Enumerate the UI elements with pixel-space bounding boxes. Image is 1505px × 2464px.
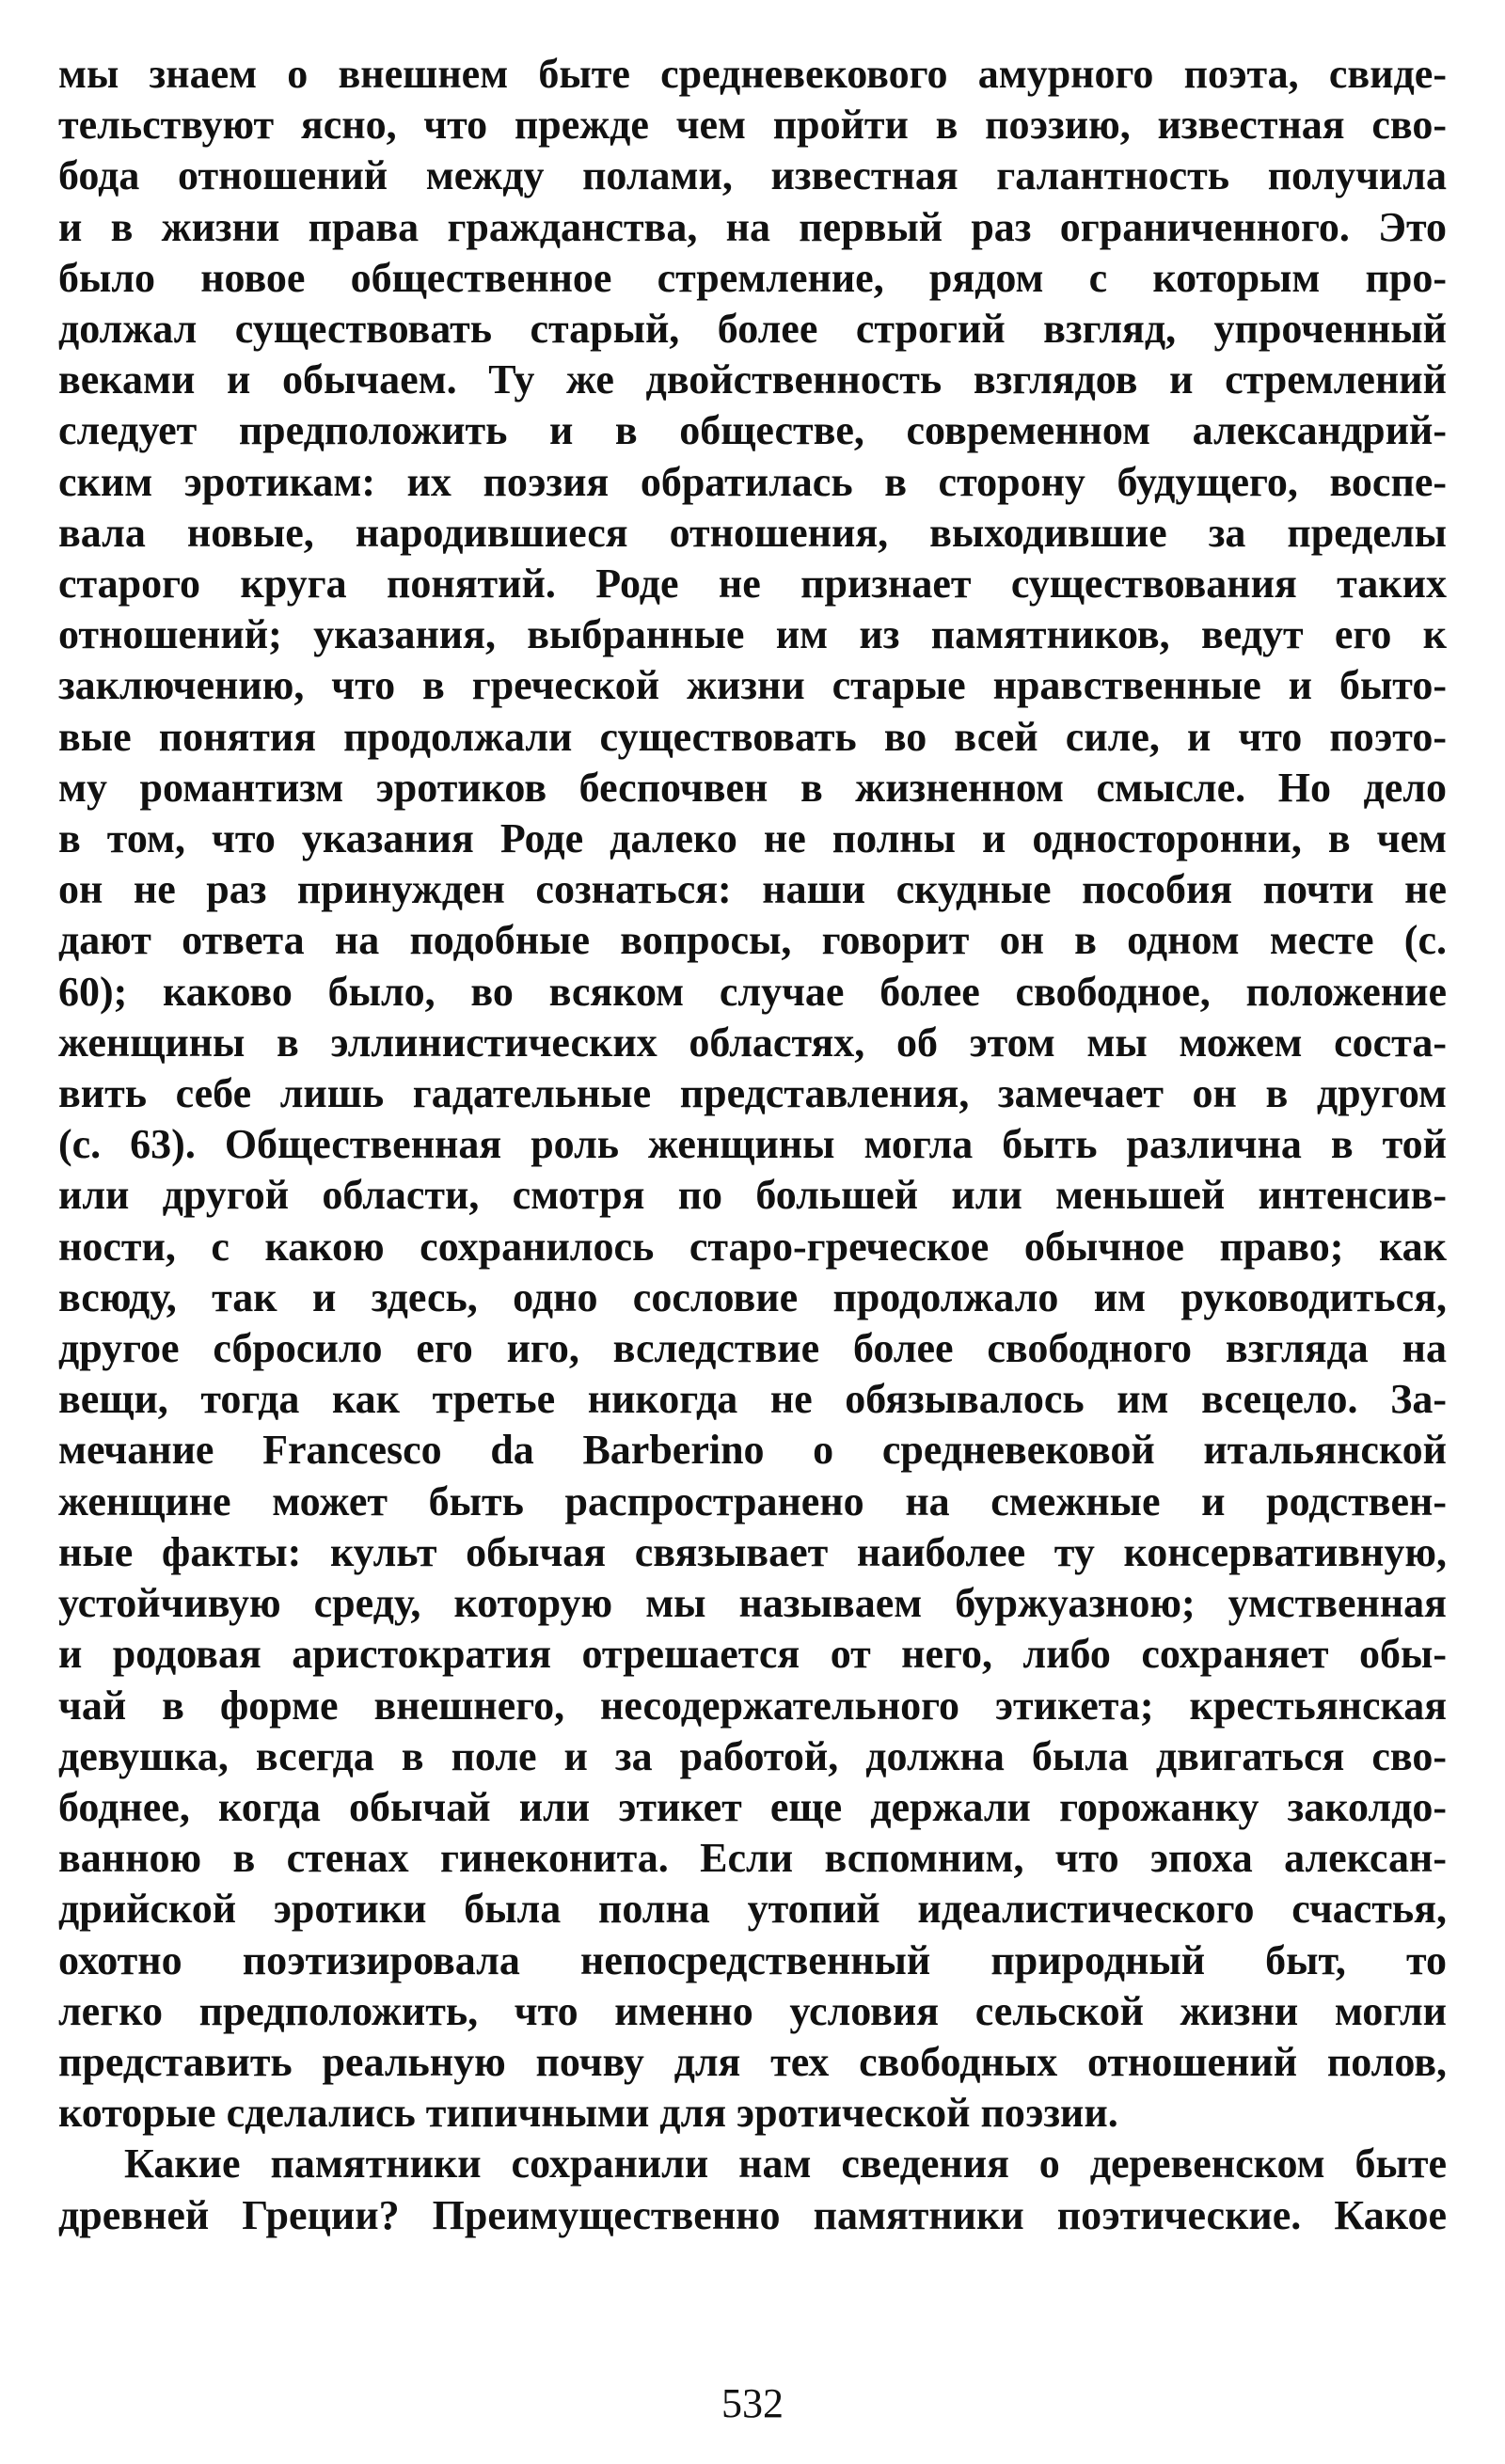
text-line: охотно поэтизировала непосредственный природный быт, то	[58, 1936, 1447, 1983]
text-line: и в жизни права гражданства, на первый раз ограниченного. Это	[58, 203, 1447, 250]
text-line: девушка, всегда в поле и за работой, должна была двигаться сво-	[58, 1732, 1447, 1779]
paragraph	[58, 2139, 1447, 2240]
text-line: Какие памятники сохранили нам сведения о деревенском быте	[124, 2140, 1447, 2188]
text-line: легко предположить, что именно условия сельской жизни могли	[58, 1987, 1447, 2034]
text-line: старого круга понятий. Роде не признает существования таких	[58, 561, 1447, 608]
text-line: мечание Francesco da Barberino о средневековой итальянской	[58, 1427, 1447, 1474]
text-line: другое сбросило его иго, вследствие более свободного взгляда на	[58, 1325, 1447, 1372]
text-line: в том, что указания Роде далеко не полны и односторонни, в чем	[58, 815, 1447, 862]
body-text	[58, 49, 1447, 2241]
page-number: 532	[721, 2380, 784, 2426]
text-line: боднее, когда обычай или этикет еще держали горожанку заколдо-	[58, 1783, 1447, 1830]
text-line: древней Греции? Преимущественно памятники поэтические. Какое	[58, 2191, 1447, 2238]
text-line: вала новые, народившиеся отношения, выходившие за пределы	[58, 509, 1447, 556]
text-line: вить себе лишь гадательные представления, замечает он в другом	[58, 1070, 1447, 1117]
text-line: заключению, что в греческой жизни старые нравственные и быто-	[58, 662, 1447, 709]
text-line: ные факты: культ обычая связывает наиболее ту консервативную,	[58, 1528, 1447, 1575]
text-line: вые понятия продолжали существовать во всей силе, и что поэто-	[58, 713, 1447, 760]
text-line: должал существовать старый, более строгий взгляд, упроченный	[58, 306, 1447, 353]
text-line: веками и обычаем. Ту же двойственность взглядов и стремлений	[58, 356, 1447, 403]
text-line: следует предположить и в обществе, современном александрий-	[58, 407, 1447, 454]
paragraph	[58, 49, 1447, 2139]
text-line: чай в форме внешнего, несодержательного этикета; крестьянская	[58, 1682, 1447, 1729]
text-line: которые сделались типичными для эротической поэзии.	[58, 2090, 1118, 2137]
text-line: бода отношений между полами, известная галантность получила	[58, 152, 1447, 199]
text-line: дают ответа на подобные вопросы, говорит он в одном месте (с.	[58, 917, 1447, 964]
text-line: было новое общественное стремление, рядом с которым про-	[58, 254, 1447, 301]
text-line: ванною в стенах гинеконита. Если вспомним, что эпоха алексан-	[58, 1835, 1447, 1882]
text-line: он не раз принужден сознаться: наши скудные пособия почти не	[58, 866, 1447, 913]
text-line: представить реальную почву для тех свободных отношений полов,	[58, 2038, 1447, 2085]
text-line: ности, с какою сохранилось старо-греческое обычное право; как	[58, 1223, 1447, 1270]
text-line: му романтизм эротиков беспочвен в жизненном смысле. Но дело	[58, 764, 1447, 811]
text-line: 60); каково было, во всяком случае более свободное, положение	[58, 968, 1447, 1015]
text-line: или другой области, смотря по большей или меньшей интенсив-	[58, 1172, 1447, 1219]
text-line: женщине может быть распространено на смежные и родствен-	[58, 1477, 1447, 1524]
text-line: вещи, тогда как третье никогда не обязывалось им всецело. За-	[58, 1376, 1447, 1423]
text-line: тельствуют ясно, что прежде чем пройти в поэзию, известная сво-	[58, 102, 1447, 149]
text-line: устойчивую среду, которую мы называем буржуазною; умственная	[58, 1580, 1447, 1627]
text-line: всюду, так и здесь, одно сословие продолжало им руководиться,	[58, 1273, 1447, 1320]
text-line: и родовая аристократия отрешается от него, либо сохраняет обы-	[58, 1631, 1447, 1678]
text-line: ским эротикам: их поэзия обратилась в сторону будущего, воспе-	[58, 458, 1447, 505]
book-page	[58, 49, 1447, 2445]
text-line: женщины в эллинистических областях, об этом мы можем соста-	[58, 1019, 1447, 1066]
text-line: дрийской эротики была полна утопий идеалистического счастья,	[58, 1886, 1447, 1933]
text-line: (с. 63). Общественная роль женщины могла быть различна в той	[58, 1121, 1447, 1168]
text-line: отношений; указания, выбранные им из памятников, ведут его к	[58, 611, 1447, 658]
text-line: мы знаем о внешнем быте средневекового амурного поэта, свиде-	[58, 51, 1447, 97]
